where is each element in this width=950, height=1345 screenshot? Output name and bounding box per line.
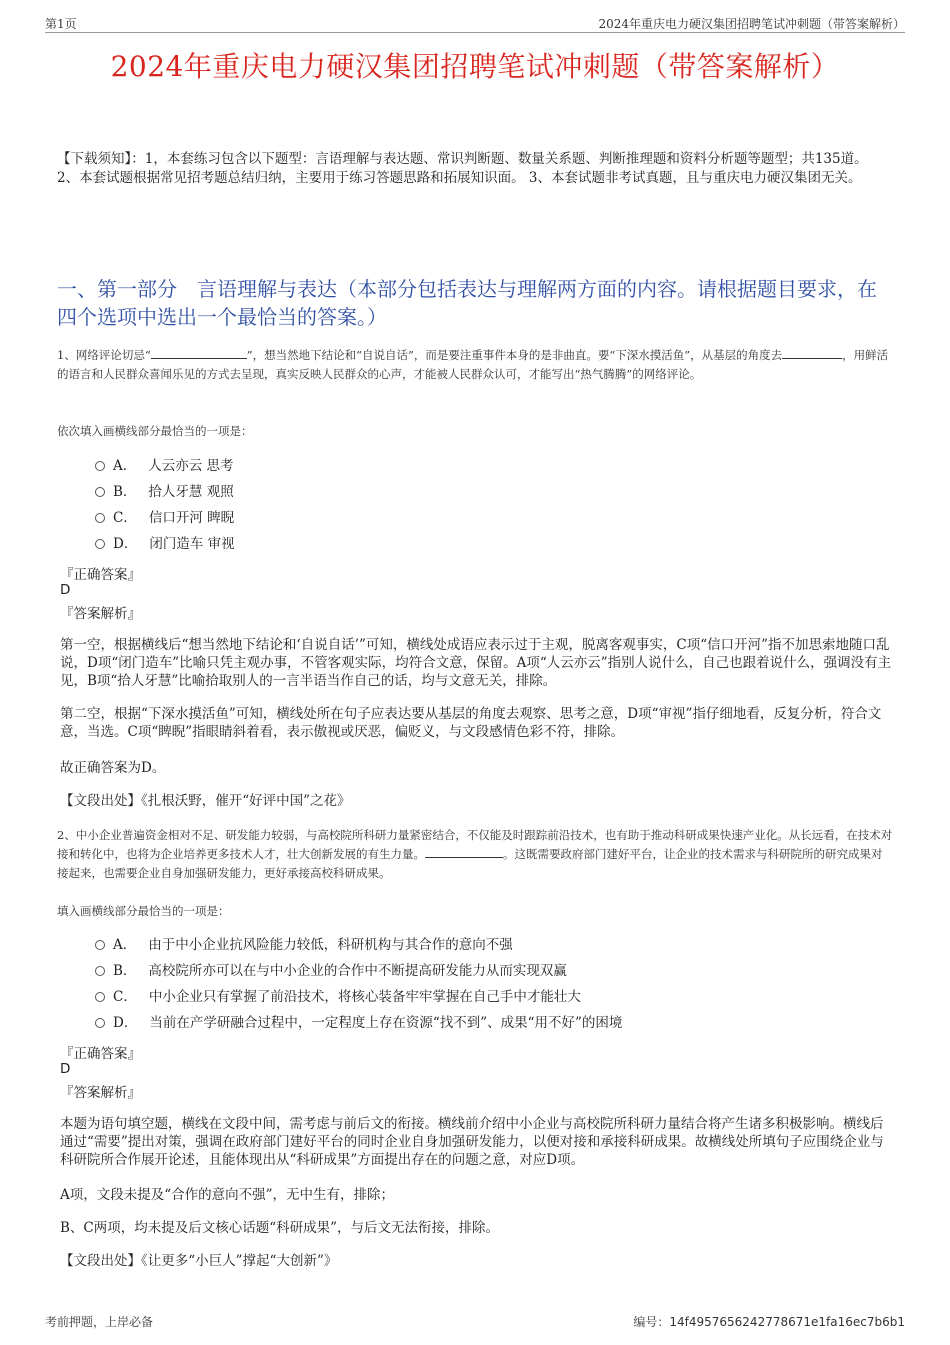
option-a[interactable]: A． 由于中小企业抗风险能力较低，科研机构与其合作的意向不强 — [95, 935, 513, 955]
header-doc-title: 2024年重庆电力硬汉集团招聘笔试冲刺题（带答案解析） — [598, 17, 905, 31]
question-1-prompt: 依次填入画横线部分最恰当的一项是： — [57, 424, 253, 438]
radio-icon[interactable] — [95, 513, 105, 523]
analysis-paragraph: B、C两项，均未提及后文核心话题“科研成果”，与后文无法衔接，排除。 — [60, 1220, 500, 1236]
analysis-label: 『答案解析』 — [60, 606, 141, 622]
page-footer — [45, 1313, 905, 1330]
option-d[interactable]: D． 当前在产学研融合过程中，一定程度上存在资源“找不到”、成果“用不好”的困境 — [95, 1013, 622, 1033]
question-2-stem: 2、中小企业普遍资金相对不足、研发能力较弱，与高校院所科研力量紧密结合，不仅能及时跟踪前沿技术，也有助于推动科研成果快速产业化。从长远看，在技术对接和转化中，也将为企业培养更多技术人才，壮大创新发展的有生力量。 。这既需要政府部门建好平台，让企业的技术需求与科研院所的研究成果对接起来，也需要企业自身加强研发能力，更好承接高校科研成果。 — [57, 828, 893, 880]
radio-icon[interactable] — [95, 487, 105, 497]
radio-icon[interactable] — [95, 1018, 105, 1028]
blank-line — [782, 346, 842, 359]
page-header — [45, 12, 905, 33]
correct-answer: D — [60, 582, 71, 598]
correct-answer-label: 『正确答案』 — [60, 567, 141, 583]
option-a[interactable]: A． 人云亦云 思考 — [95, 456, 234, 476]
analysis-conclusion: 故正确答案为D。 — [60, 760, 166, 776]
question-1-stem: 1、网络评论切忌“ ”，想当然地下结论和“自说自话”，而是要注重事件本身的是非曲直。要“下深水摸活鱼”，从基层的角度去 ，用鲜活的语言和人民群众喜闻乐见的方式去呈现，真实反映人民群众的心声，才能被人民群众认可，才能写出“热气腾腾”的网络评论。 — [57, 348, 889, 381]
section-heading: 一、第一部分 言语理解与表达（本部分包括表达与理解两方面的内容。请根据题目要求，在四个选项中选出一个最恰当的答案。） — [57, 277, 877, 329]
correct-answer-label: 『正确答案』 — [60, 1046, 141, 1062]
question-2-prompt: 填入画横线部分最恰当的一项是： — [57, 904, 230, 918]
analysis-label: 『答案解析』 — [60, 1085, 141, 1101]
blank-line — [425, 845, 503, 858]
analysis-paragraph: 本题为语句填空题，横线在文段中间，需考虑与前后文的衔接。横线前介绍中小企业与高校院所科研力量结合将产生诸多积极影响。横线后通过“需要”提出对策，强调在政府部门建好平台的同时企业自身加强研发能力，以便对接和承接科研成果。故横线处所填句子应围绕企业与科研院所合作展开论述，且能体现出从“科研成果”方面提出存在的问题之意，对应D项。 — [60, 1116, 884, 1168]
footer-slogan: 考前押题，上岸必备 — [45, 1315, 154, 1329]
source-citation: 【文段出处】《扎根沃野，催开“好评中国”之花》 — [60, 793, 351, 809]
option-d[interactable]: D． 闭门造车 审视 — [95, 534, 235, 554]
download-notice: 【下载须知】：1，本套练习包含以下题型：言语理解与表达题、常识判断题、数量关系题、判断推理题和资料分析题等题型；共135道。 2、本套试题根据常见招考题总结归纳，主要用于练习答题思路和拓展知识面。 3、本套试题非考试真题，且与重庆电力硬汉集团无关。 — [57, 151, 868, 186]
radio-icon[interactable] — [95, 461, 105, 471]
radio-icon[interactable] — [95, 992, 105, 1002]
option-b[interactable]: B． 高校院所亦可以在与中小企业的合作中不断提高研发能力从而实现双赢 — [95, 961, 567, 981]
option-c[interactable]: C． 信口开河 睥睨 — [95, 508, 234, 528]
source-citation: 【文段出处】《让更多“小巨人”撑起“大创新”》 — [60, 1253, 338, 1269]
blank-line — [151, 346, 247, 359]
option-c[interactable]: C． 中小企业只有掌握了前沿技术，将核心装备牢牢掌握在自己手中才能壮大 — [95, 987, 581, 1007]
document-code: 编号：14f4957656242778671e1fa16ec7b6b1 — [633, 1315, 905, 1329]
radio-icon[interactable] — [95, 539, 105, 549]
analysis-paragraph: 第一空，根据横线后“想当然地下结论和‘自说自话’”可知，横线处成语应表示过于主观，脱离客观事实，C项“信口开河”指不加思索地随口乱说，D项“闭门造车”比喻只凭主观办事，不管客观实际，均符合文意，保留。A项“人云亦云”指别人说什么，自己也跟着说什么，强调没有主见，B项“拾人牙慧”比喻拾取别人的一言半语当作自己的话，均与文意无关，排除。 — [60, 637, 892, 689]
page-title: 2024年重庆电力硬汉集团招聘笔试冲刺题（带答案解析） — [110, 50, 840, 83]
radio-icon[interactable] — [95, 966, 105, 976]
option-b[interactable]: B． 拾人牙慧 观照 — [95, 482, 234, 502]
radio-icon[interactable] — [95, 940, 105, 950]
page-number: 第1页 — [45, 17, 77, 31]
analysis-paragraph: A项，文段未提及“合作的意向不强”，无中生有，排除； — [60, 1187, 395, 1203]
correct-answer: D — [60, 1061, 71, 1077]
analysis-paragraph: 第二空，根据“下深水摸活鱼”可知，横线处所在句子应表达要从基层的角度去观察、思考之意，D项“审视”指仔细地看，反复分析，符合文意，当选。C项“睥睨”指眼睛斜着看，表示傲视或厌恶，偏贬义，与文段感情色彩不符，排除。 — [60, 706, 882, 740]
